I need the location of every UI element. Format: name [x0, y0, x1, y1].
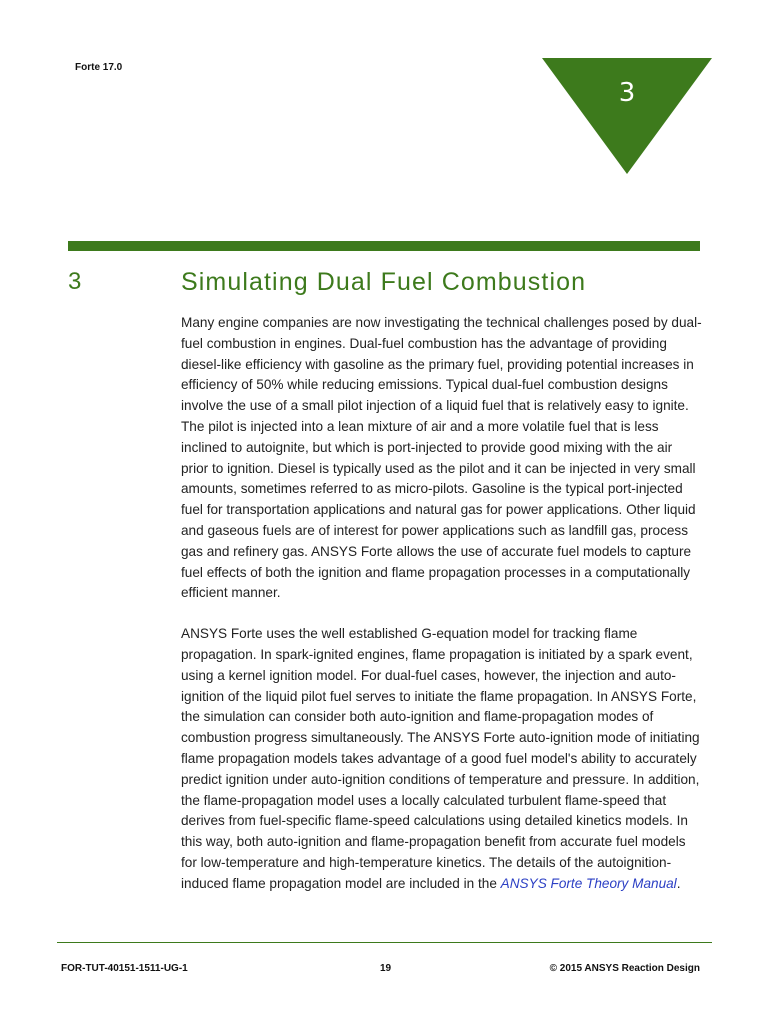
theory-manual-link[interactable]: ANSYS Forte Theory Manual [500, 875, 677, 891]
body-text [181, 313, 703, 895]
footer-doc-id: FOR-TUT-40151-1511-UG-1 [61, 963, 188, 974]
chapter-tab-number: 3 [618, 78, 636, 108]
paragraph-2-end: . [676, 875, 681, 891]
chapter-title: Simulating Dual Fuel Combustion [181, 268, 587, 296]
chapter-tab-triangle [542, 58, 712, 174]
chapter-tab [542, 58, 712, 174]
paragraph-1: Many engine companies are now investigating the technical challenges posed by dual-fuel combustion in engines. Dual-fuel combustion has the advantage of providing diesel-like efficiency with gasoline as the primary fuel, providing potential increases in efficiency of 50% while reducing emissions. Typical dual-fuel combustion designs involve the use of a small pilot injection of a liquid fuel that is relatively easy to ignite. The pilot is injected into a lean mixture of air and a more volatile fuel that is less inclined to autoignite, but which is port-injected to provide good mixing with the air prior to ignition. Diesel is typically used as the pilot and it can be injected in very small amounts, sometimes referred to as micro-pilots. Gasoline is the typical port-injected fuel for transportation applications and natural gas for power applications. Other liquid and gaseous fuels are of interest for power applications such as landfill gas, process gas and refinery gas. ANSYS Forte allows the use of accurate fuel models to capture fuel effects of both the ignition and flame propagation processes in a computationally efficient manner. [181, 315, 702, 601]
chapter-number: 3 [68, 268, 82, 295]
chapter-rule-bar [68, 241, 700, 251]
footer-rule [57, 942, 712, 943]
paragraph-2-text: ANSYS Forte uses the well established G-equation model for tracking flame propagation. In spark-ignited engines, flame propagation is initiated by a spark event, using a kernel ignition model. For dual-fuel cases, however, the injection and auto-ignition of the liquid pilot fuel serves to initiate the flame propagation. In ANSYS Forte, the simulation can consider both auto-ignition and flame-propagation modes of combustion progress simultaneously. The ANSYS Forte auto-ignition mode of initiating flame propagation models takes advantage of a good fuel model's ability to accurately predict ignition under auto-ignition conditions of temperature and pressure. In addition, the flame-propagation model uses a locally calculated turbulent flame-speed that derives from fuel-specific flame-speed calculations using detailed kinetics models. In this way, both auto-ignition and flame-propagation benefit from accurate fuel models for low-temperature and high-temperature kinetics. The details of the autoignition-induced flame propagation model are included in the [181, 626, 700, 891]
running-header-product: Forte 17.0 [75, 62, 123, 73]
paragraph-2 [181, 624, 703, 894]
footer-copyright: © 2015 ANSYS Reaction Design [549, 963, 700, 974]
footer-page-number: 19 [380, 963, 392, 974]
